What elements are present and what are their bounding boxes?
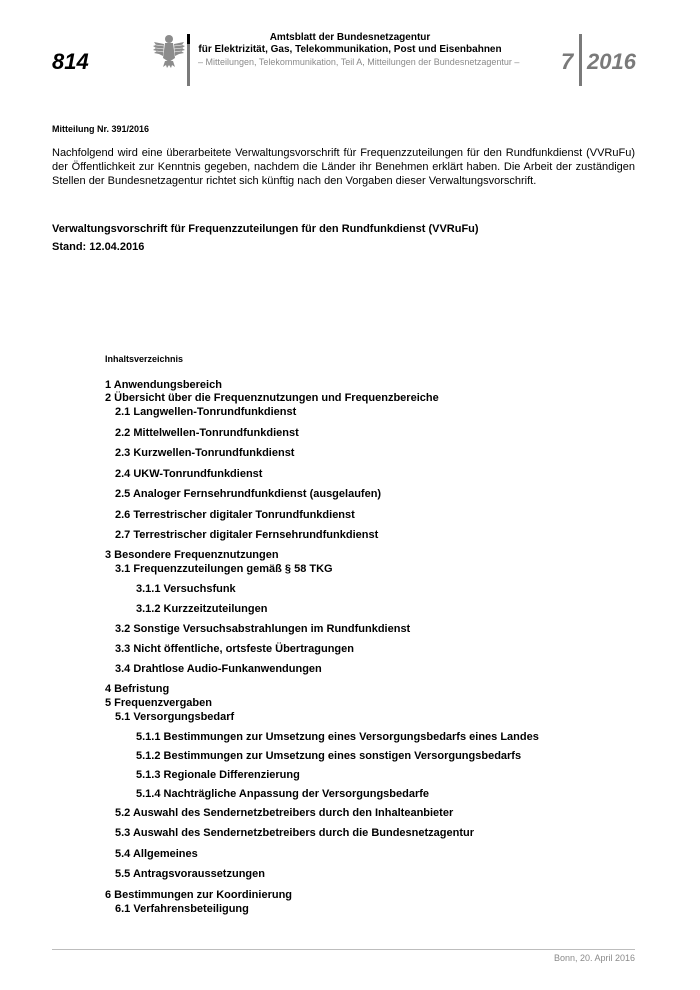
page-number: 814 [52, 49, 89, 74]
toc-entry: 2 Übersicht über die Frequenznutzungen und Frequenzbereiche [105, 392, 439, 404]
toc-entry: 2.3 Kurzwellen-Tonrundfunkdienst [115, 447, 295, 459]
issue-year: 2016 [587, 49, 636, 74]
toc-entry: 3.1 Frequenzzuteilungen gemäß § 58 TKG [115, 563, 333, 575]
toc-entry: 5 Frequenzvergaben [105, 697, 212, 709]
toc-entry: 5.2 Auswahl des Sendernetzbetreibers durch den Inhalteanbieter [115, 807, 454, 819]
toc-entry: 5.5 Antragsvoraussetzungen [115, 868, 265, 880]
toc-entry: 2.6 Terrestrischer digitaler Tonrundfunkdienst [115, 509, 355, 521]
toc-entry: 5.1.2 Bestimmungen zur Umsetzung eines sonstigen Versorgungsbedarfs [136, 750, 522, 762]
notice-intro: Nachfolgend wird eine überarbeitete Verwaltungsvorschrift für Frequenzzuteilungen für den Rundfunkdienst (VVRuFu) der Öffentlichkeit zur Kenntnis gegeben, nachdem die Länder ihr Benehmen erklärt haben. Die Arbeit der zuständigen Stellen der Bundesnetzagentur richtet sich künftig nach den Vorgaben dieser Verwaltungsvorschrift. [52, 147, 635, 187]
toc-entry: 5.4 Allgemeines [115, 848, 198, 860]
footer-divider [52, 949, 635, 950]
toc-entry: 2.2 Mittelwellen-Tonrundfunkdienst [115, 427, 299, 439]
toc-entry: 4 Befristung [105, 683, 170, 695]
toc-entry: 6.1 Verfahrensbeteiligung [115, 903, 249, 915]
regulation-date: Stand: 12.04.2016 [52, 241, 145, 253]
gazette-title-line1: Amtsblatt der Bundesnetzagentur [269, 32, 431, 43]
toc-entry: 3.3 Nicht öffentliche, ortsfeste Übertragungen [115, 643, 354, 655]
toc-entry: 5.1 Versorgungsbedarf [115, 711, 235, 723]
regulation-title: Verwaltungsvorschrift für Frequenzzuteilungen für den Rundfunkdienst (VVRuFu) [52, 223, 479, 235]
toc-entry: 3.1.1 Versuchsfunk [136, 583, 236, 595]
toc-entry: 3.2 Sonstige Versuchsabstrahlungen im Rundfunkdienst [115, 623, 411, 635]
toc-entry: 3 Besondere Frequenznutzungen [105, 549, 279, 561]
header-divider [187, 34, 190, 86]
notice-number: Mitteilung Nr. 391/2016 [52, 124, 150, 134]
footer-place-date: Bonn, 20. April 2016 [553, 953, 635, 963]
toc-entry: 2.7 Terrestrischer digitaler Fernsehrundfunkdienst [115, 529, 379, 541]
toc-entry: 3.1.2 Kurzzeitzuteilungen [136, 603, 268, 615]
toc-entry: 1 Anwendungsbereich [105, 379, 222, 391]
toc-entry: 5.1.1 Bestimmungen zur Umsetzung eines Versorgungsbedarfs eines Landes [136, 731, 539, 743]
gazette-title [195, 32, 505, 56]
toc-entry: 5.3 Auswahl des Sendernetzbetreibers durch die Bundesnetzagentur [115, 827, 475, 839]
toc-heading: Inhaltsverzeichnis [105, 354, 184, 364]
issue-number: 7 [561, 49, 574, 74]
federal-eagle-icon [152, 32, 186, 70]
toc-entry: 2.4 UKW-Tonrundfunkdienst [115, 468, 263, 480]
toc-entry: 3.4 Drahtlose Audio-Funkanwendungen [115, 663, 322, 675]
toc-entry: 2.5 Analoger Fernsehrundfunkdienst (ausgelaufen) [115, 488, 382, 500]
toc-entry: 5.1.3 Regionale Differenzierung [136, 769, 300, 781]
toc-entry: 2.1 Langwellen-Tonrundfunkdienst [115, 406, 297, 418]
gazette-subtitle: – Mitteilungen, Telekommunikation, Teil A, Mitteilungen der Bundesnetzagentur – [198, 57, 520, 67]
issue-divider [579, 34, 582, 86]
toc-entry: 6 Bestimmungen zur Koordinierung [105, 889, 293, 901]
toc-entry: 5.1.4 Nachträgliche Anpassung der Versorgungsbedarfe [136, 788, 430, 800]
gazette-title-line2: für Elektrizität, Gas, Telekommunikation, Post und Eisenbahnen [198, 44, 502, 55]
